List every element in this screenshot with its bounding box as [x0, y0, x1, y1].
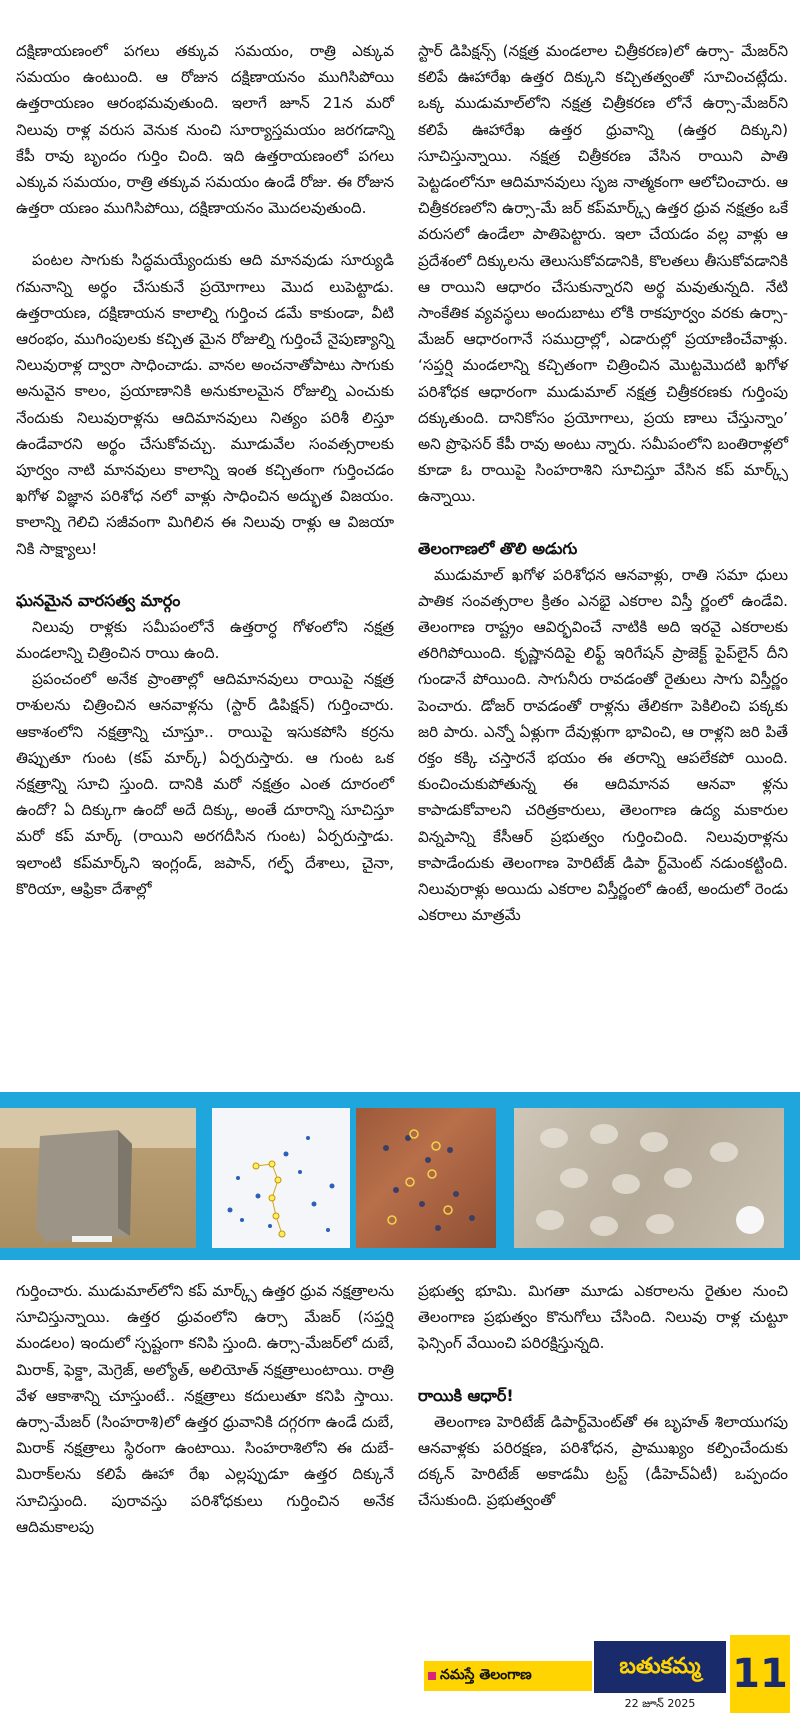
paragraph: పంటల సాగుకు సిద్ధమయ్యేందుకు ఆది మానవుడు సూర్యుడి గమనాన్ని అర్థం చేసుకునే ప్రయోగాలు మొద లుపెట్టాడు. ఉత్తరాయణ, దక్షిణాయన కాలాల్ని గుర్తించ డమే కాకుండా, వీటి ఆరంభం, ముగింపులకు కచ్చిత మైన రోజుల్ని గుర్తించే నైపుణ్యాన్ని నిలువురాళ్ల ద్వారా సాధించాడు. వానల అంచనాతోపాటు సాగుకు అనువైన కాలం, ప్రయాణానికి అనుకూలమైన రోజుల్ని ఎంచుకు నేందుకు నిలువురాళ్లను ఆదిమానవులు నిత్యం పరిశీ లిస్తూ ఉండేవారని అర్థం చేసుకోవచ్చు. మూడువేల సంవత్సరాలకు పూర్వం నాటి మానవులు కాలాన్ని ఇంత కచ్చితంగా గుర్తించడం ఖగోళ విజ్ఞాన పరిశోధ నలో వాళ్లు సాధించిన అద్భుత విజయం. కాలాన్ని గెలిచి సజీవంగా మిగిలిన ఈ నిలువు రాళ్లు ఆ విజయా నికి సాక్ష్యాలు!: [16, 251, 394, 558]
newspaper-name: నమస్తే తెలంగాణ: [440, 1666, 532, 1683]
bullet-icon: [428, 1672, 436, 1680]
page-number: 11: [730, 1635, 790, 1713]
subheading: తెలంగాణలో తొలి అడుగు: [418, 538, 578, 558]
paragraph: స్టార్ డిపిక్షన్స్ (నక్షత్ర మండలాల చిత్రీకరణ)లో ఉర్సా- మేజర్‌ని కలిపే ఊహారేఖ ఉత్తర దిక్కుని కచ్చితత్వంతో సూచించట్లేదు. ఒక్క ముడుమాల్‌లోని నక్షత్ర చిత్రీకరణ లోనే ఉర్సా-మేజర్‌ని కలిపే ఊహారేఖ ఉత్తర ధ్రువాన్ని (ఉత్తర దిక్కుని) సూచిస్తున్నాయి. నక్షత్ర చిత్రీకరణ వేసిన రాయిని పాతి పెట్టడంలోనూ ఆదిమానవులు సృజ నాత్మకంగా ఆలోచించారు. ఆ చిత్రీకరణలోని ఉర్సా-మే జర్ కప్‌మార్క్స్ ఉత్తర ధ్రువ నక్షత్రం ఒకే వరుసలో ఉండేలా పాతిపెట్టారు. ఇలా చేయడం వల్ల వాళ్లు ఆ ప్రదేశంలో దిక్కులను తెలుసుకోవడానికి, కొలతలు తీసుకోవడానికి ఆ రాయిని ఆధారం చేసుకున్నారని అర్థ మవుతున్నది. నేటి సాంకేతిక వ్యవస్థలు అందుబాటు లోకి రాకపూర్వం వరకు ఉర్సా-మేజర్ ఆధారంగానే సముద్రాల్లో, ఎడారుల్లో ప్రయాణించేవాళ్లు. ‘సప్తర్షి మండలాన్ని కచ్చితంగా చిత్రించిన మొట్టమొదటి ఖగోళ పరిశోధక ఆధారంగా ముడుమాల్ నక్షత్ర చిత్రీకరణకు గుర్తింపు దక్కుతుంది. దానికోసం ప్రయోగాలు, ప్రయ ణాలు చేస్తున్నాం’ అని ప్రొఫెసర్ కేపీ రావు అంటు న్నారు. సమీపంలోని బంతిరాళ్లలో కూడా ఓ రాయిపై సింహరాశిని సూచిస్తూ వేసిన కప్ మార్క్స్ ఉన్నాయి.: [418, 42, 788, 506]
cup-mark-stone-photo: [356, 1108, 496, 1248]
section-title: బతుకమ్మ: [594, 1641, 726, 1693]
article-column-3: [16, 1278, 394, 1540]
issue-date: 22 జూన్ 2025: [624, 1697, 696, 1710]
subheading: ఘనమైన వారసత్వ మార్గం: [16, 590, 181, 610]
paragraph: నిలువు రాళ్లకు సమీపంలోనే ఉత్తరార్ధ గోళంలోని నక్షత్ర మండలాన్ని చిత్రించిన రాయి ఉంది.: [16, 617, 394, 663]
paragraph: దక్షిణాయణంలో పగలు తక్కువ సమయం, రాత్రి ఎక్కువ సమయం ఉంటుంది. ఆ రోజున దక్షిణాయనం ముగిసిపోయి ఉత్తరాయణం ఆరంభమవుతుంది. ఇలాగే జూన్ 21న మరో నిలువు రాళ్ల వరుస వెనుక నుంచి సూర్యాస్తమయం జరగడాన్ని కేపీ రావు బృందం గుర్తిం చింది. ఇది ఉత్తరాయణంలో పగలు ఎక్కువ సమయం, రాత్రి తక్కువ సమయం ఉండే రోజు. ఈ రోజున ఉత్తరా యణం ముగిసిపోయి, దక్షిణాయనం మొదలవుతుంది.: [16, 42, 394, 218]
paragraph: తెలంగాణ హెరిటేజ్ డిపార్ట్‌మెంట్‌తో ఈ బృహత్ శిలాయుగపు ఆనవాళ్లకు పరిరక్షణ, పరిశోధన, ప్రాముఖ్యం కల్పించేందుకు దక్కన్ హెరిటేజ్ అకాడమీ ట్రస్ట్ (డీహెచ్‌ఏటీ) ఒప్పందం చేసుకుంది. ప్రభుత్వంతో: [418, 1412, 788, 1510]
star-map-photo: [212, 1108, 350, 1248]
paragraph: ముడుమాల్ ఖగోళ పరిశోధన ఆనవాళ్లు, రాతి సమా ధులు పాతిక సంవత్సరాల క్రితం ఎనభై ఎకరాల విస్తీ ర్ణంలో ఉండేవి. తెలంగాణ రాష్ట్రం ఆవిర్భవించే నాటికి అది ఇరవై ఎకరాలకు తరిగిపోయింది. కృష్ణానదిపై లిఫ్ట్ ఇరిగేషన్ ప్రాజెక్ట్ పైప్‌లైన్ దీని గుండానే పోయింది. సాగునీరు రావడంతో రైతులు సాగు విస్తీర్ణం పెంచారు. డోజర్ రావడంతో రాళ్లను తేలికగా పెకిలించి పక్కకు జరి పారు. ఎన్నో ఏళ్లుగా దేవుళ్లుగా భావించి, ఆ రాళ్లని జరి పితే రక్తం కక్కి చస్తారనే భయం ఈ తరాన్ని ఆపలేకపో యింది. కుంచించుకుపోతున్న ఈ ఆదిమానవ ఆనవా ళ్లను కాపాడుకోవాలని చరిత్రకారులు, తెలంగాణ ఉద్య మకారుల విన్నపాన్ని కేసీఆర్ ప్రభుత్వం గుర్తించింది. నిలువురాళ్లను కాపాడేందుకు తెలంగాణ హెరిటేజ్ డిపా ర్ట్‌మెంట్ నడుంకట్టింది. నిలువురాళ్లు అయిదు ఎకరాల విస్తీర్ణంలో ఉంటే, అందులో రెండు ఎకరాలు మాత్రమే: [418, 565, 788, 925]
newspaper-logo: [424, 1661, 592, 1691]
article-column-2: [418, 38, 788, 929]
cup-mark-closeup-photo: [514, 1108, 784, 1248]
paragraph: గుర్తించారు. ముడుమాల్‌లోని కప్ మార్క్స్ ఉత్తర ధ్రువ నక్షత్రాలను సూచిస్తున్నాయి. ఉత్తర ధ్రువంలోని ఉర్సా మేజర్ (సప్తర్షి మండలం) ఇందులో స్పష్టంగా కనిపి స్తుంది. ఉర్సా-మేజర్‌లో దుబే, మిరాక్, ఫెక్డా, మెగ్రెజ్, అల్యోత్, అలియోత్ నక్షత్రాలుంటాయి. రాత్రి వేళ ఆకాశాన్ని చూస్తుంటే.. నక్షత్రాలు కదులుతూ కనిపి స్తాయి. ఉర్సా-మేజర్ (సింహరాశి)లో ఉత్తర ధ్రువానికి దగ్గరగా ఉండే దుబే, మిరాక్ నక్షత్రాలు స్థిరంగా ఉంటాయి. సింహరాశిలోని ఈ దుబే-మిరాక్‌లను కలిపే ఊహా రేఖ ఎల్లప్పుడూ ఉత్తర దిక్కునే సూచిస్తుంది. పురావస్తు పరిశోధకులు గుర్తించిన అనేక ఆదిమకాలపు: [16, 1282, 394, 1536]
article-column-1: [16, 38, 394, 902]
article-column-4: [418, 1278, 788, 1513]
page-footer: [412, 1635, 800, 1717]
paragraph: ప్రపంచంలో అనేక ప్రాంతాల్లో ఆదిమానవులు రాయిపై నక్షత్ర రాశులను చిత్రించిన ఆనవాళ్లను (స్టార్ డిపిక్షన్) గుర్తించారు. ఆకాశంలోని నక్షత్రాన్ని చూస్తూ.. రాయిపై ఇసుకపోసి కర్రను తిప్పుతూ గుంట (కప్ మార్క్) ఏర్పరుస్తారు. ఆ గుంట ఒక నక్షత్రాన్ని సూచి స్తుంది. దానికి మరో నక్షత్రం ఎంత దూరంలో ఉందో? ఏ దిక్కుగా ఉందో అదే దిక్కు, అంతే దూరాన్ని సూచిస్తూ మరో కప్ మార్క్ (రాయిని అరగదీసిన గుంట) ఏర్పరుస్తాడు. ఇలాంటి కప్‌మార్క్‌ని ఇంగ్లండ్, జపాన్, గల్ఫ్ దేశాలు, చైనా, కొరియా, ఆఫ్రికా దేశాల్లో: [16, 670, 394, 898]
standing-stone-photo: [0, 1108, 196, 1248]
subheading: రాయికి ఆధార్!: [418, 1385, 514, 1405]
paragraph: ప్రభుత్వ భూమి. మిగతా మూడు ఎకరాలను రైతుల నుంచి తెలంగాణ ప్రభుత్వం కొనుగోలు చేసింది. నిలువు రాళ్ల చుట్టూ ఫెన్సింగ్ వేయించి పరిరక్షిస్తున్నది.: [418, 1282, 788, 1353]
